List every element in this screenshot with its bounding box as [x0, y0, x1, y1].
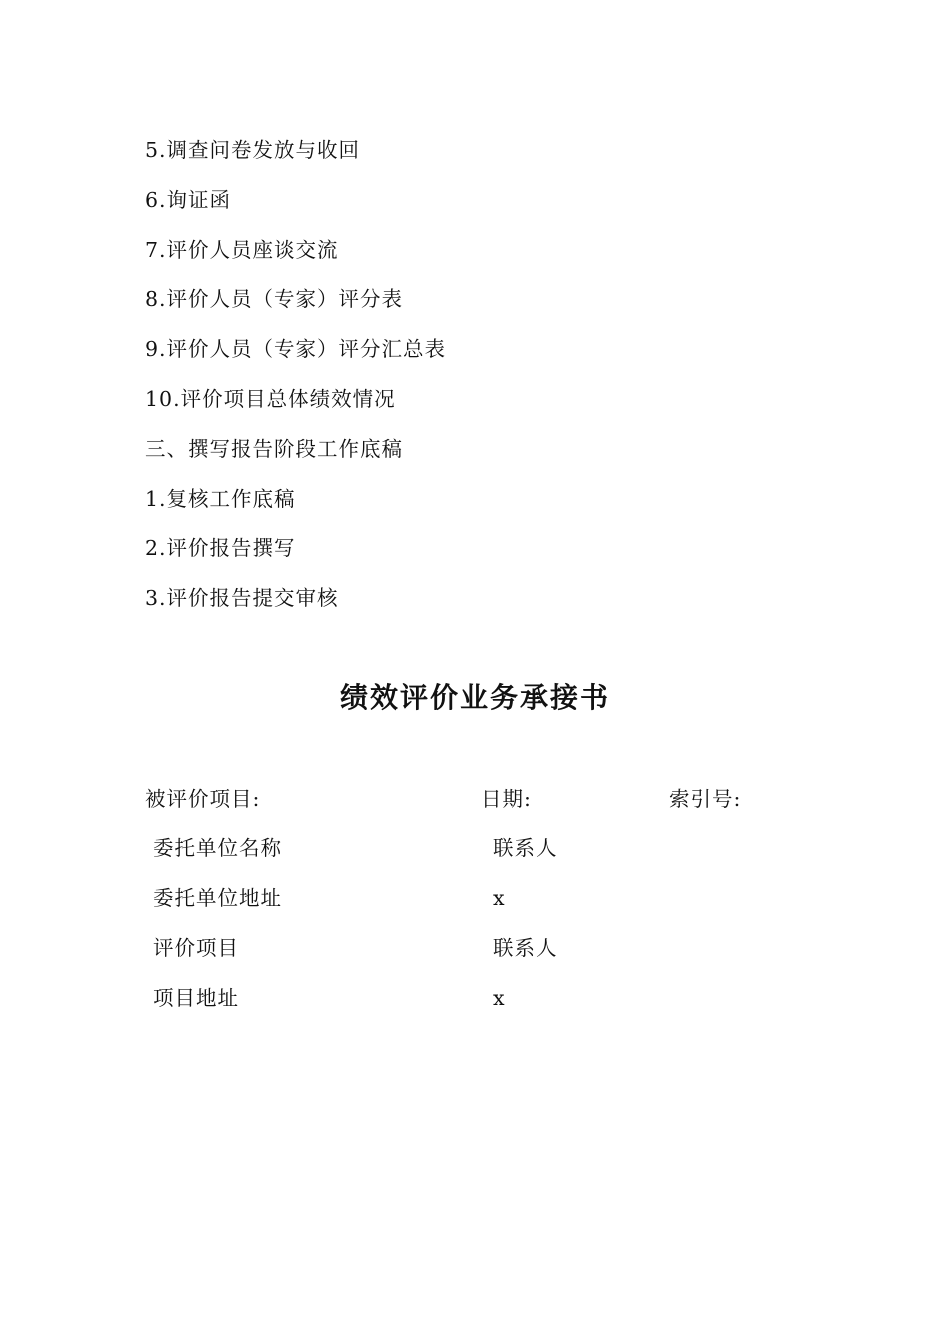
info-row-label: 项目地址	[153, 986, 239, 1010]
outline-item: 10.评价项目总体绩效情况	[145, 386, 396, 411]
engagement-info-table	[153, 828, 793, 1028]
outline-item: 8.评价人员（专家）评分表	[145, 287, 404, 312]
outline-item: 2.评价报告撰写	[145, 536, 296, 561]
document-meta-row	[0, 782, 950, 816]
info-row	[153, 978, 793, 1028]
document-title: 绩效评价业务承接书	[339, 681, 610, 714]
index-number-label: 索引号:	[669, 787, 742, 811]
workpaper-outline-list	[145, 130, 825, 628]
info-row-value: 联系人	[493, 836, 558, 860]
info-row-value: 联系人	[493, 936, 558, 960]
outline-item: 6.询证函	[145, 187, 232, 212]
outline-item: 1.复核工作底稿	[145, 486, 296, 511]
info-row	[153, 928, 793, 978]
date-label: 日期:	[481, 787, 532, 811]
info-row	[153, 878, 793, 928]
outline-section-heading: 三、撰写报告阶段工作底稿	[145, 436, 403, 461]
evaluated-project-label: 被评价项目:	[145, 787, 261, 811]
info-row-value: x	[493, 886, 506, 910]
info-row-label: 委托单位地址	[153, 886, 282, 910]
info-row-label: 委托单位名称	[153, 836, 282, 860]
outline-item: 3.评价报告提交审核	[145, 586, 339, 611]
info-row-label: 评价项目	[153, 936, 239, 960]
outline-item: 5.调查问卷发放与收回	[145, 138, 361, 162]
info-row-value: x	[493, 986, 506, 1010]
outline-item: 9.评价人员（专家）评分汇总表	[145, 337, 447, 362]
outline-item: 7.评价人员座谈交流	[145, 237, 339, 262]
info-row	[153, 828, 793, 878]
